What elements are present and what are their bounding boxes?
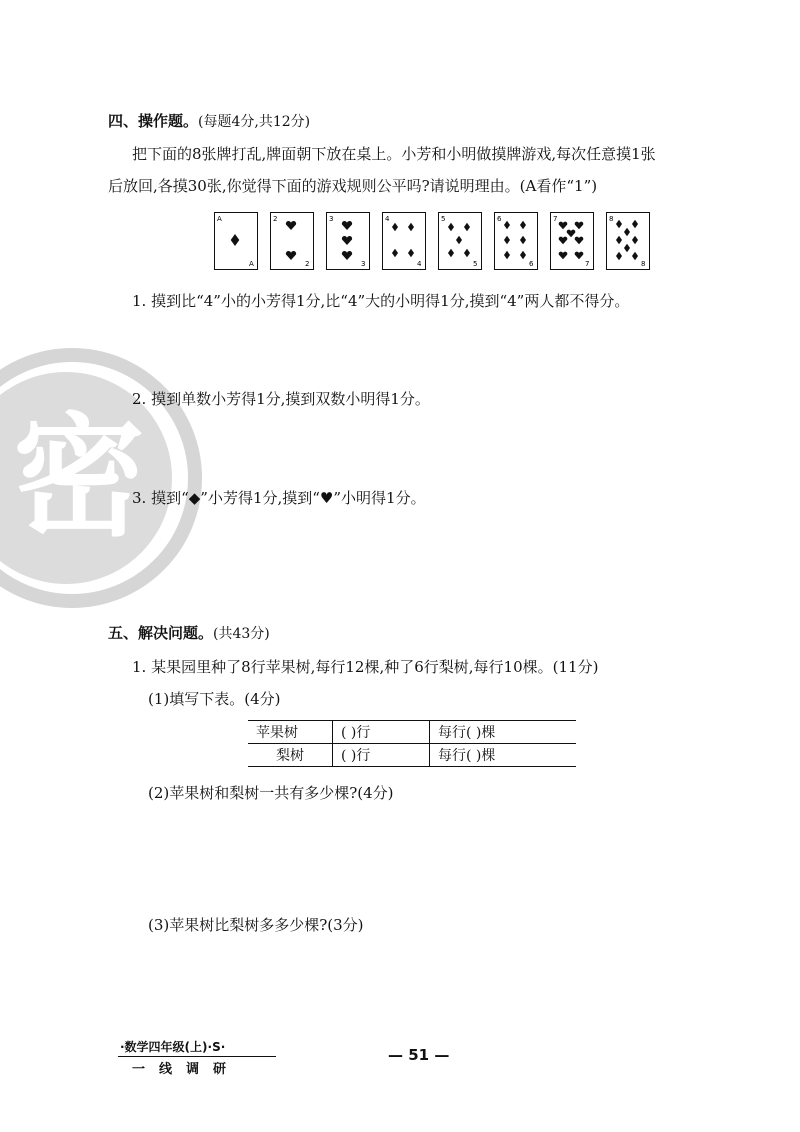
playing-card (550, 212, 594, 270)
table-cell: 苹果树 (248, 721, 333, 744)
diamond-pip-icon (632, 252, 638, 260)
table-cell: ( )行 (333, 721, 430, 744)
diamond-pip-icon (456, 236, 462, 244)
playing-card (494, 212, 538, 270)
diamond-pip-icon (504, 221, 510, 229)
diamond-pip-icon (448, 249, 454, 257)
diamond-pip-icon (624, 228, 630, 236)
section5-heading (108, 622, 270, 643)
card-face (271, 213, 312, 268)
table-cell: 每行( )棵 (430, 721, 577, 744)
diamond-pip-icon (231, 234, 240, 246)
card-rank-bottom: 6 (529, 260, 534, 268)
card-rank-bottom: 8 (641, 260, 646, 268)
heart-pip-icon (342, 251, 352, 260)
section4-intro-line1: 把下面的8张牌打乱,牌面朝下放在桌上。小芳和小明做摸牌游戏,每次任意摸1张 (132, 145, 656, 163)
section5-title: 五、解决问题。 (108, 624, 214, 642)
card-rank-top: 6 (497, 215, 502, 223)
card-face (551, 213, 592, 268)
card-face (495, 213, 536, 268)
heart-pip-icon (342, 221, 352, 230)
tree-table (248, 720, 576, 767)
heart-pip-icon (286, 251, 296, 260)
diamond-pip-icon (632, 236, 638, 244)
heart-pip-icon (559, 222, 568, 230)
card-face (327, 213, 368, 268)
section4-question-2: 2. 摸到单数小芳得1分,摸到双数小明得1分。 (132, 390, 430, 408)
card-rank-bottom: 3 (361, 260, 366, 268)
card-face (607, 213, 648, 268)
playing-card (326, 212, 370, 270)
problem-1: 1. 某果园里种了8行苹果树,每行12棵,种了6行梨树,每行10棵。(11分) (132, 658, 599, 676)
diamond-pip-icon (464, 249, 470, 257)
heart-pip-icon (567, 230, 576, 238)
card-rank-bottom: 7 (585, 260, 590, 268)
table-row (248, 744, 576, 767)
problem-1-part-3: (3)苹果树比梨树多多少棵?(3分) (148, 916, 364, 934)
table-row (248, 721, 576, 744)
diamond-pip-icon (520, 221, 526, 229)
playing-card (214, 212, 258, 270)
section4-question-3: 3. 摸到“◆”小芳得1分,摸到“♥”小明得1分。 (132, 489, 426, 507)
diamond-pip-icon (448, 223, 454, 231)
heart-pip-icon (286, 221, 296, 230)
card-rank-top: A (217, 215, 222, 223)
card-rank-top: 5 (441, 215, 446, 223)
heart-pip-icon (559, 252, 568, 260)
card-face (215, 213, 256, 268)
heart-pip-icon (559, 237, 568, 245)
watermark-glyph: 密 (13, 401, 145, 555)
section5-note: (共43分) (213, 626, 270, 642)
page-number: — 51 — (388, 1046, 450, 1064)
card-rank-bottom: 2 (305, 260, 310, 268)
card-rank-top: 3 (329, 215, 334, 223)
heart-pip-icon (342, 236, 352, 245)
playing-cards-row (214, 212, 654, 272)
table-cell: 每行( )棵 (430, 744, 577, 767)
table-cell: ( )行 (333, 744, 430, 767)
diamond-pip-icon (520, 251, 526, 259)
diamond-pip-icon (632, 220, 638, 228)
footer-book-info (120, 1038, 241, 1077)
card-rank-top: 7 (553, 215, 558, 223)
heart-pip-icon (575, 222, 584, 230)
diamond-pip-icon (408, 249, 414, 257)
diamond-pip-icon (464, 223, 470, 231)
heart-pip-icon (575, 237, 584, 245)
section4-intro-line2: 后放回,各摸30张,你觉得下面的游戏规则公平吗?请说明理由。(A看作“1”) (108, 177, 598, 195)
playing-card (270, 212, 314, 270)
problem-1-part-2: (2)苹果树和梨树一共有多少棵?(4分) (148, 784, 394, 802)
section4-question-1: 1. 摸到比“4”小的小芳得1分,比“4”大的小明得1分,摸到“4”两人都不得分。 (132, 292, 630, 310)
card-face (383, 213, 424, 268)
diamond-pip-icon (616, 220, 622, 228)
diamond-pip-icon (616, 236, 622, 244)
diamond-pip-icon (504, 236, 510, 244)
footer-rule (118, 1056, 276, 1057)
diamond-pip-icon (392, 223, 398, 231)
card-rank-bottom: A (249, 260, 254, 268)
playing-card (606, 212, 650, 270)
card-rank-top: 8 (609, 215, 614, 223)
diamond-pip-icon (624, 244, 630, 252)
diamond-pip-icon (408, 223, 414, 231)
card-rank-bottom: 5 (473, 260, 478, 268)
problem-1-part-1: (1)填写下表。(4分) (148, 690, 281, 708)
diamond-pip-icon (392, 249, 398, 257)
card-rank-top: 2 (273, 215, 278, 223)
footer-book-title: ·数学四年级(上)·S· (120, 1040, 226, 1054)
card-face (439, 213, 480, 268)
card-rank-bottom: 4 (417, 260, 422, 268)
footer-series: 一线调研 (132, 1062, 241, 1077)
playing-card (438, 212, 482, 270)
section4-title: 四、操作题。 (108, 112, 199, 130)
section4-heading (108, 110, 310, 131)
heart-pip-icon (575, 252, 584, 260)
table-cell: 梨树 (248, 744, 333, 767)
card-rank-top: 4 (385, 215, 390, 223)
playing-card (382, 212, 426, 270)
diamond-pip-icon (504, 251, 510, 259)
diamond-pip-icon (520, 236, 526, 244)
section4-note: (每题4分,共12分) (198, 114, 311, 130)
diamond-pip-icon (616, 252, 622, 260)
